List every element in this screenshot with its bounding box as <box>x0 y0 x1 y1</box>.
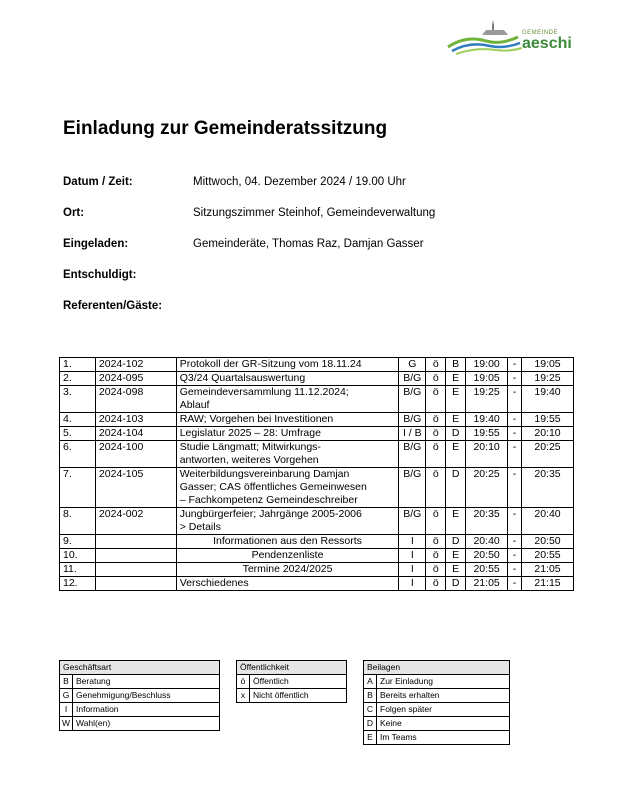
agenda-time-from: 20:35 <box>466 508 508 535</box>
agenda-time-from: 20:40 <box>466 535 508 549</box>
info-row <box>63 269 583 300</box>
info-row <box>63 176 583 207</box>
agenda-title-line: Pendenzenliste <box>251 549 324 561</box>
agenda-title-line: – Fachkompetenz Gemeindeschreiber <box>179 494 358 506</box>
info-value: Mittwoch, 04. Dezember 2024 / 19.00 Uhr <box>193 176 406 188</box>
agenda-code: 2024-002 <box>95 508 176 535</box>
agenda-code: 2024-103 <box>95 413 176 427</box>
agenda-nr: 12. <box>60 577 96 591</box>
legend-text: Öffentlich <box>250 675 347 689</box>
agenda-geschaeftsart: I <box>399 563 426 577</box>
agenda-code: 2024-105 <box>95 468 176 508</box>
agenda-nr: 4. <box>60 413 96 427</box>
legend-text: Keine <box>377 717 510 731</box>
agenda-oeffentlichkeit: ö <box>426 427 446 441</box>
agenda-title-line: Termine 2024/2025 <box>242 563 333 575</box>
agenda-title-line: Q3/24 Quartalsauswertung <box>179 372 306 384</box>
agenda-time-dash: - <box>508 386 522 413</box>
legend-row <box>364 703 510 717</box>
agenda-time-to: 20:35 <box>522 468 574 508</box>
legend-row <box>60 675 220 689</box>
agenda-title-line: Protokoll der GR-Sitzung vom 18.11.24 <box>179 358 362 370</box>
agenda-time-from: 19:40 <box>466 413 508 427</box>
agenda-code <box>95 563 176 577</box>
agenda-oeffentlichkeit: ö <box>426 441 446 468</box>
agenda-title-line: > Details <box>179 521 221 533</box>
legend-key: ö <box>237 675 250 689</box>
agenda-time-from: 21:05 <box>466 577 508 591</box>
agenda-title <box>176 441 399 468</box>
agenda-nr: 3. <box>60 386 96 413</box>
agenda-title <box>176 386 399 413</box>
agenda-oeffentlichkeit: ö <box>426 535 446 549</box>
agenda-time-to: 19:40 <box>522 386 574 413</box>
agenda-beilage: B <box>446 358 466 372</box>
agenda-oeffentlichkeit: ö <box>426 372 446 386</box>
agenda-row <box>60 386 574 413</box>
agenda-code: 2024-102 <box>95 358 176 372</box>
agenda-oeffentlichkeit: ö <box>426 386 446 413</box>
agenda-title-line: Ablauf <box>179 399 210 411</box>
legend-key: D <box>364 717 377 731</box>
legend-row <box>237 675 347 689</box>
agenda-row <box>60 427 574 441</box>
legend-row <box>364 675 510 689</box>
agenda-beilage: D <box>446 468 466 508</box>
agenda-geschaeftsart: I <box>399 549 426 563</box>
agenda-time-dash: - <box>508 441 522 468</box>
legend-geschaeftsart <box>59 660 220 731</box>
agenda-nr: 10. <box>60 549 96 563</box>
agenda-nr: 8. <box>60 508 96 535</box>
agenda-oeffentlichkeit: ö <box>426 468 446 508</box>
agenda-code <box>95 535 176 549</box>
legend-text: Beratung <box>73 675 220 689</box>
legend-text: Genehmigung/Beschluss <box>73 689 220 703</box>
agenda-beilage: D <box>446 535 466 549</box>
legend-key: x <box>237 689 250 703</box>
agenda-geschaeftsart: I <box>399 535 426 549</box>
agenda-time-to: 20:10 <box>522 427 574 441</box>
info-label: Eingeladen: <box>63 238 129 250</box>
agenda-code: 2024-095 <box>95 372 176 386</box>
agenda-title <box>176 427 399 441</box>
agenda-geschaeftsart: B/G <box>399 386 426 413</box>
agenda-row <box>60 549 574 563</box>
logo-big-text: aeschi <box>522 35 572 52</box>
legend-text: Zur Einladung <box>377 675 510 689</box>
agenda-code <box>95 549 176 563</box>
agenda-title <box>176 535 399 549</box>
agenda-title-line: Gasser; CAS öffentliches Gemeinwesen <box>179 481 367 493</box>
info-label: Referenten/Gäste: <box>63 300 163 312</box>
agenda-time-dash: - <box>508 413 522 427</box>
agenda-oeffentlichkeit: ö <box>426 508 446 535</box>
agenda-time-from: 20:55 <box>466 563 508 577</box>
agenda-time-from: 20:25 <box>466 468 508 508</box>
agenda-time-dash: - <box>508 427 522 441</box>
agenda-beilage: D <box>446 427 466 441</box>
agenda-time-to: 20:55 <box>522 549 574 563</box>
legend-key: B <box>60 675 73 689</box>
legend-key: I <box>60 703 73 717</box>
agenda-row <box>60 508 574 535</box>
legend-row <box>364 731 510 745</box>
legend-row <box>60 703 220 717</box>
agenda-beilage: D <box>446 577 466 591</box>
legend-text: Nicht öffentlich <box>250 689 347 703</box>
agenda-beilage: E <box>446 441 466 468</box>
agenda-time-from: 19:05 <box>466 372 508 386</box>
legend-key: B <box>364 689 377 703</box>
agenda-row <box>60 577 574 591</box>
agenda-time-to: 20:40 <box>522 508 574 535</box>
agenda-geschaeftsart: B/G <box>399 441 426 468</box>
info-value: Gemeinderäte, Thomas Raz, Damjan Gasser <box>193 238 424 250</box>
agenda-row <box>60 372 574 386</box>
legend-row <box>60 689 220 703</box>
info-label: Ort: <box>63 207 85 219</box>
agenda-oeffentlichkeit: ö <box>426 549 446 563</box>
agenda-geschaeftsart: I <box>399 577 426 591</box>
legend-row <box>364 717 510 731</box>
agenda-time-from: 19:00 <box>466 358 508 372</box>
legend-key: G <box>60 689 73 703</box>
legend-text: Folgen später <box>377 703 510 717</box>
agenda-time-to: 20:50 <box>522 535 574 549</box>
agenda-title-line: RAW; Vorgehen bei Investitionen <box>179 413 334 425</box>
info-row <box>63 238 583 269</box>
info-label: Entschuldigt: <box>63 269 137 281</box>
legend-oeffentlichkeit <box>236 660 347 703</box>
agenda-beilage: E <box>446 549 466 563</box>
agenda-time-to: 21:15 <box>522 577 574 591</box>
agenda-nr: 2. <box>60 372 96 386</box>
legend-title: Beilagen <box>364 661 510 675</box>
gemeinde-logo <box>446 17 596 57</box>
page-title: Einladung zur Gemeinderatssitzung <box>63 118 388 139</box>
agenda-geschaeftsart: B/G <box>399 508 426 535</box>
info-value: Sitzungszimmer Steinhof, Gemeindeverwaltung <box>193 207 436 219</box>
agenda-geschaeftsart: B/G <box>399 468 426 508</box>
agenda-title-line: Gemeindeversammlung 11.12.2024; <box>179 386 349 398</box>
agenda-nr: 9. <box>60 535 96 549</box>
agenda-time-to: 19:05 <box>522 358 574 372</box>
legend-key: C <box>364 703 377 717</box>
agenda-time-from: 20:50 <box>466 549 508 563</box>
agenda-time-from: 19:55 <box>466 427 508 441</box>
agenda-title-line: antworten, weiteres Vorgehen <box>179 454 319 466</box>
agenda-oeffentlichkeit: ö <box>426 577 446 591</box>
agenda-title <box>176 563 399 577</box>
legend-key: W <box>60 717 73 731</box>
agenda-beilage: E <box>446 508 466 535</box>
agenda-geschaeftsart: I / B <box>399 427 426 441</box>
agenda-title-line: Verschiedenes <box>179 577 249 589</box>
info-label: Datum / Zeit: <box>63 176 133 188</box>
agenda-time-dash: - <box>508 577 522 591</box>
agenda-row <box>60 441 574 468</box>
agenda-time-to: 21:05 <box>522 563 574 577</box>
legend-title: Öffentlichkeit <box>237 661 347 675</box>
agenda-beilage: E <box>446 563 466 577</box>
agenda-title-line: Informationen aus den Ressorts <box>213 535 362 547</box>
agenda-nr: 5. <box>60 427 96 441</box>
legend-title: Geschäftsart <box>60 661 220 675</box>
legend-text: Im Teams <box>377 731 510 745</box>
legend-key: A <box>364 675 377 689</box>
agenda-beilage: E <box>446 386 466 413</box>
agenda-row <box>60 413 574 427</box>
agenda-title <box>176 468 399 508</box>
agenda-row <box>60 563 574 577</box>
agenda-row <box>60 468 574 508</box>
agenda-code <box>95 577 176 591</box>
agenda-time-to: 19:25 <box>522 372 574 386</box>
info-value <box>193 269 583 300</box>
info-row <box>63 207 583 238</box>
agenda-time-dash: - <box>508 535 522 549</box>
legend-row <box>237 689 347 703</box>
agenda-title-line: Studie Längmatt; Mitwirkungs- <box>179 441 321 453</box>
logo-hills-icon <box>446 17 526 57</box>
agenda-oeffentlichkeit: ö <box>426 413 446 427</box>
agenda-time-from: 20:10 <box>466 441 508 468</box>
agenda-title-line: Legislatur 2025 – 28: Umfrage <box>179 427 321 439</box>
agenda-time-dash: - <box>508 372 522 386</box>
legend-key: E <box>364 731 377 745</box>
agenda-time-dash: - <box>508 358 522 372</box>
agenda-title-line: Jungbürgerfeier; Jahrgänge 2005-2006 <box>179 508 362 520</box>
agenda-beilage: E <box>446 372 466 386</box>
agenda-oeffentlichkeit: ö <box>426 358 446 372</box>
agenda-oeffentlichkeit: ö <box>426 563 446 577</box>
agenda-title <box>176 413 399 427</box>
agenda-title-line: Weiterbildungsvereinbarung Damjan <box>179 468 350 480</box>
agenda-title <box>176 372 399 386</box>
agenda-time-dash: - <box>508 508 522 535</box>
agenda-row <box>60 535 574 549</box>
agenda-title <box>176 358 399 372</box>
agenda-geschaeftsart: B/G <box>399 413 426 427</box>
agenda-title <box>176 577 399 591</box>
agenda-nr: 7. <box>60 468 96 508</box>
agenda-nr: 1. <box>60 358 96 372</box>
agenda-time-to: 19:55 <box>522 413 574 427</box>
agenda-geschaeftsart: G <box>399 358 426 372</box>
legend-beilagen <box>363 660 510 745</box>
meeting-info <box>63 176 583 331</box>
agenda-nr: 6. <box>60 441 96 468</box>
legend-row <box>364 689 510 703</box>
legend-text: Bereits erhalten <box>377 689 510 703</box>
legend-row <box>60 717 220 731</box>
agenda-code: 2024-098 <box>95 386 176 413</box>
agenda-time-from: 19:25 <box>466 386 508 413</box>
agenda-title <box>176 549 399 563</box>
agenda-time-dash: - <box>508 563 522 577</box>
agenda-code: 2024-104 <box>95 427 176 441</box>
info-row <box>63 300 583 331</box>
info-value <box>193 300 583 331</box>
agenda-time-dash: - <box>508 468 522 508</box>
agenda-row <box>60 358 574 372</box>
agenda-title <box>176 508 399 535</box>
logo-small-text: GEMEINDE <box>522 30 559 36</box>
agenda-table <box>59 357 574 591</box>
legend-text: Information <box>73 703 220 717</box>
agenda-beilage: E <box>446 413 466 427</box>
agenda-code: 2024-100 <box>95 441 176 468</box>
legend-text: Wahl(en) <box>73 717 220 731</box>
agenda-time-to: 20:25 <box>522 441 574 468</box>
agenda-geschaeftsart: B/G <box>399 372 426 386</box>
agenda-time-dash: - <box>508 549 522 563</box>
agenda-nr: 11. <box>60 563 96 577</box>
